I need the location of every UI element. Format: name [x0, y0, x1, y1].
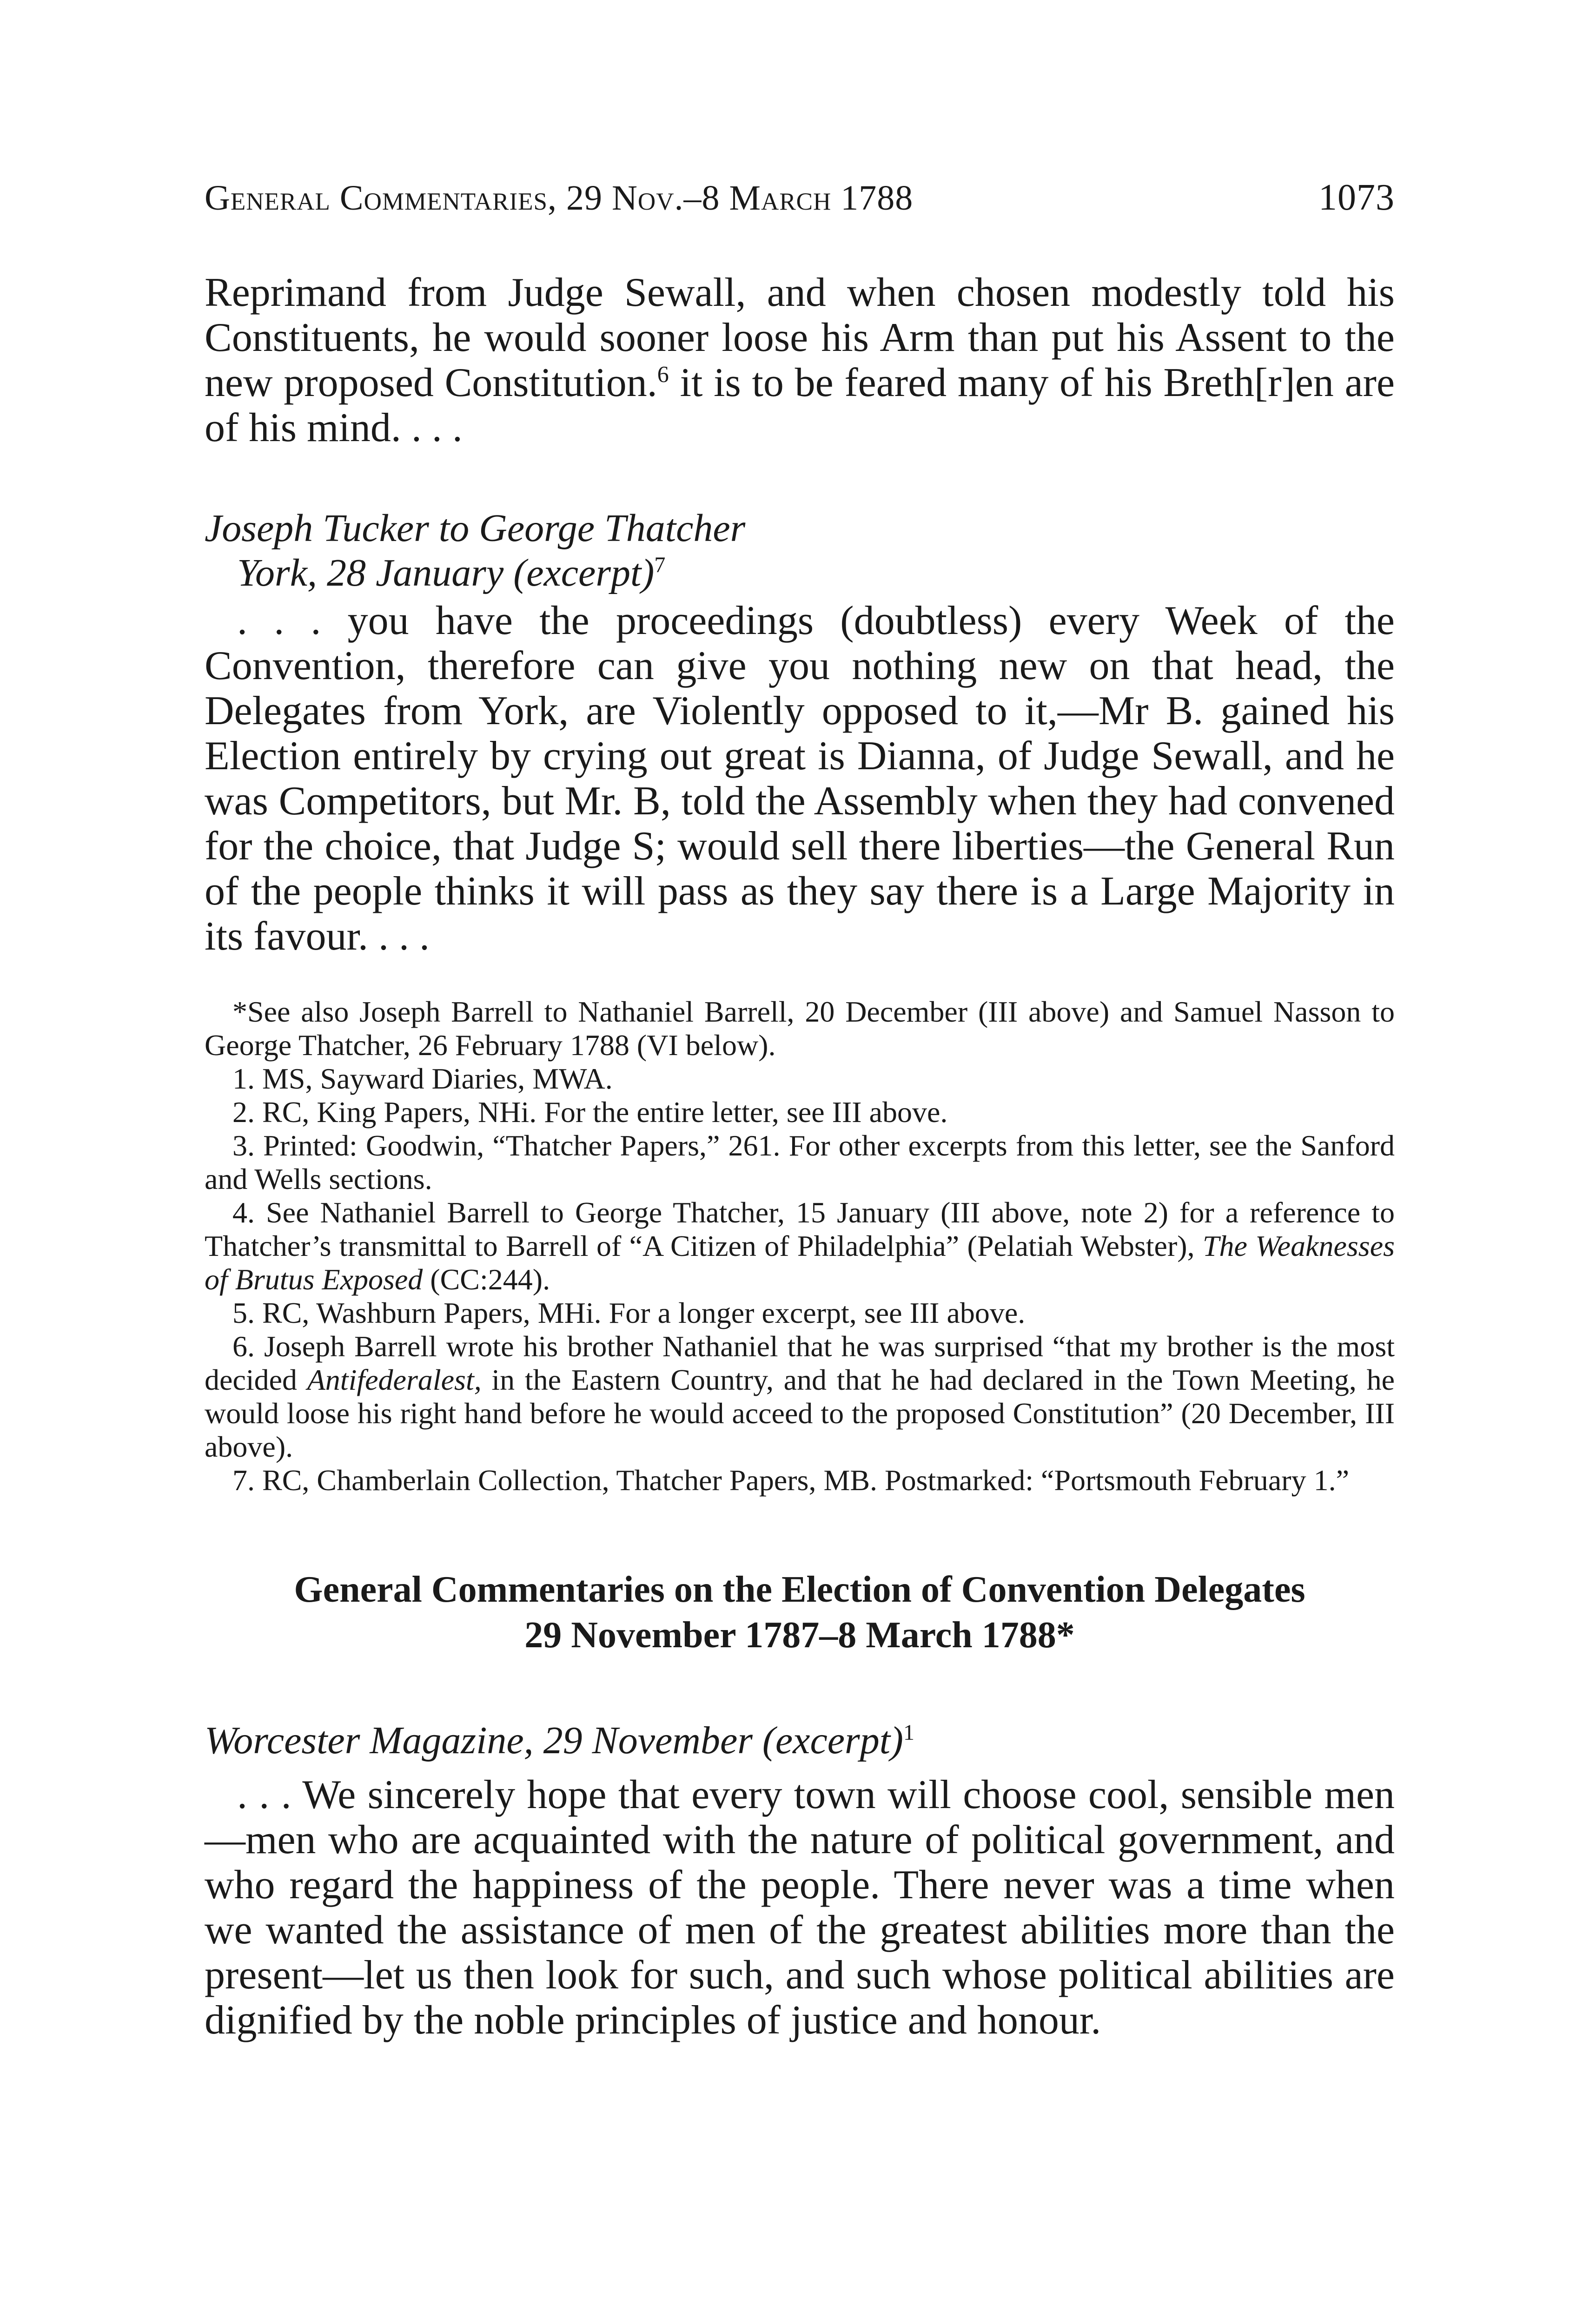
opening-paragraph-text-after: it is to be feared many of his Breth[r]en are of his mind. . . . [205, 360, 1395, 450]
footnote-6-text: 6. Joseph Barrell wrote his brother Nathaniel that he was surprised “that my brother is the most decided [205, 1330, 1395, 1396]
footnote-2: 2. RC, King Papers, NHi. For the entire letter, see III above. [232, 1096, 948, 1129]
footnote-5: 5. RC, Washburn Papers, MHi. For a longer excerpt, see III above. [232, 1296, 1026, 1329]
footnote-1: 1. MS, Sayward Diaries, MWA. [232, 1062, 613, 1095]
running-head-title: General Commentaries, 29 Nov.–8 March 1788 [205, 178, 914, 218]
footnote-6-text-end: in the Eastern Country, and that he had declared in the Town Meeting, he would loose his right hand before he would acceed to the proposed Constitution” (20 December, III above). [205, 1363, 1395, 1463]
footnote-4 [205, 1196, 1395, 1296]
page-number: 1073 [1318, 177, 1395, 218]
footnote-7: 7. RC, Chamberlain Collection, Thatcher Papers, MB. Postmarked: “Portsmouth February 1.” [232, 1464, 1349, 1497]
footnote-ref-1: 1 [903, 1720, 915, 1745]
opening-paragraph [205, 270, 1395, 450]
article-heading-text: Worcester Magazine, 29 November (excerpt) [205, 1719, 904, 1762]
footnote-4-text-end: (CC:244). [423, 1263, 550, 1296]
letter-heading-line1: Joseph Tucker to George Thatcher [205, 507, 746, 550]
footnote-ref-6: 6 [657, 361, 669, 387]
document-page [205, 177, 1395, 2043]
footnote-6-emphasis: Antifederalest, [307, 1363, 482, 1396]
article-heading [205, 1718, 1395, 1763]
letter-heading [205, 506, 1395, 595]
footnotes [205, 995, 1395, 1497]
section-title-line1: General Commentaries on the Election of Convention Delegates [294, 1569, 1305, 1610]
footnote-3: 3. Printed: Goodwin, “Thatcher Papers,” 261. For other excerpts from this letter, see the Sanford and Wells sections. [205, 1129, 1395, 1195]
section-title-line2: 29 November 1787–8 March 1788* [524, 1615, 1075, 1656]
article-text: . . . We sincerely hope that every town will choose cool, sensible men—men who are acquainted with the nature of political government, and who regard the happiness of the people. There never was a time when we wanted the assistance of men of the greatest abilities more than the present—let us then look for such, and such whose political abilities are dignified by the noble principles of justice and honour. [205, 1772, 1395, 2043]
opening-paragraph-text: Reprimand from Judge Sewall, and when chosen modestly told his Constituents, he would sooner loose his Arm than put his Assent to the new proposed Constitution. [205, 270, 1395, 405]
footnote-4-title: The Weaknesses of Brutus Exposed [205, 1229, 1395, 1296]
section-heading [205, 1567, 1395, 1658]
footnote-4-text: 4. See Nathaniel Barrell to George Thatcher, 15 January (III above, note 2) for a reference to Thatcher’s transmittal to Barrell of “A Citizen of Philadelphia” (Pelatiah Webster), [205, 1196, 1395, 1262]
letter-heading-line2: York, 28 January (excerpt) [237, 551, 655, 594]
footnote-star: *See also Joseph Barrell to Nathaniel Barrell, 20 December (III above) and Samuel Nasson to George Thatcher, 26 February 1788 (VI below). [205, 995, 1395, 1062]
letter-text: . . . you have the proceedings (doubtless) every Week of the Convention, therefore can give you nothing new on that head, the Delegates from York, are Violently opposed to it,—Mr B. gained his Election entirely by crying out great is Dianna, of Judge Sewall, and he was Competitors, but Mr. B, told the Assembly when they had convened for the choice, that Judge S; would sell there liberties—the General Run of the people thinks it will pass as they say there is a Large Majority in its favour. . . . [205, 598, 1395, 959]
footnote-ref-7: 7 [654, 553, 666, 577]
footnote-6 [205, 1330, 1395, 1464]
running-head [205, 177, 1395, 219]
